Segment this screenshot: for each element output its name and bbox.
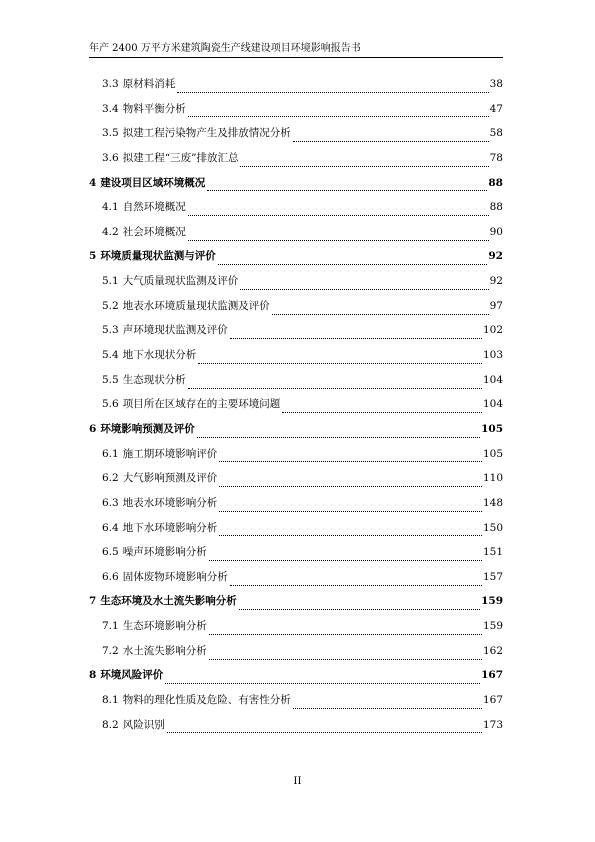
- toc-entry-title: 施工期环境影响评价: [122, 447, 218, 460]
- toc-entry-title: 物料平衡分析: [122, 102, 186, 115]
- dot-leader: [209, 659, 482, 660]
- toc-entry-number: 8: [89, 669, 97, 682]
- toc-entry-number: 6.5: [102, 546, 119, 559]
- toc-section-entry[interactable]: [89, 199, 503, 224]
- toc-entry-number: 5.2: [102, 299, 119, 312]
- toc-entry-page: 88: [489, 201, 503, 214]
- toc-section-entry[interactable]: [89, 224, 503, 249]
- toc-section-entry[interactable]: [89, 101, 503, 126]
- running-header: 年产 2400 万平方米建筑陶瓷生产线建设项目环境影响报告书: [89, 43, 361, 54]
- toc-section-entry[interactable]: [89, 347, 503, 372]
- dot-leader: [219, 486, 482, 487]
- dot-leader: [177, 92, 488, 93]
- toc-section-entry[interactable]: [89, 692, 503, 717]
- toc-chapter-entry[interactable]: [89, 421, 503, 446]
- toc-entry-page: 102: [482, 324, 503, 337]
- toc-section-entry[interactable]: [89, 495, 503, 520]
- toc-section-entry[interactable]: [89, 569, 503, 594]
- toc-entry-page: 150: [482, 521, 503, 534]
- dot-leader: [219, 535, 482, 536]
- toc-section-entry[interactable]: [89, 520, 503, 545]
- dot-leader: [293, 141, 489, 142]
- dot-leader: [188, 240, 489, 241]
- toc-entry-title: 生态环境影响分析: [122, 620, 207, 633]
- toc-section-entry[interactable]: [89, 298, 503, 323]
- toc-entry-title: 建设项目区域环境概况: [100, 176, 206, 189]
- toc-section-entry[interactable]: [89, 372, 503, 397]
- toc-entry-title: 风险识别: [122, 718, 165, 731]
- toc-entry-page: 47: [489, 102, 503, 115]
- toc-section-entry[interactable]: [89, 544, 503, 569]
- toc-entry-page: 159: [481, 595, 503, 608]
- dot-leader: [188, 388, 482, 389]
- toc-entry-title: 地下水现状分析: [122, 349, 197, 362]
- toc-entry-page: 151: [482, 546, 503, 559]
- toc-section-entry[interactable]: [89, 396, 503, 421]
- toc-section-entry[interactable]: [89, 446, 503, 471]
- toc-entry-page: 58: [489, 127, 503, 140]
- toc-entry-page: 92: [488, 250, 503, 263]
- toc-entry-number: 6: [89, 422, 97, 435]
- toc-entry-page: 88: [488, 176, 503, 189]
- toc-entry-number: 6.3: [102, 496, 119, 509]
- toc-entry-page: 104: [482, 398, 503, 411]
- toc-entry-title: 拟建工程污染物产生及排放情况分析: [122, 127, 291, 140]
- dot-leader: [230, 338, 482, 339]
- toc-entry-number: 6.2: [102, 472, 119, 485]
- toc-entry-page: 157: [482, 570, 503, 583]
- dot-leader: [230, 585, 482, 586]
- toc-entry-page: 110: [482, 472, 503, 485]
- toc-entry-number: 3.6: [102, 151, 119, 164]
- toc-entry-title: 大气影响预测及评价: [122, 472, 218, 485]
- toc-entry-number: 6.6: [102, 570, 119, 583]
- toc-entry-number: 5.4: [102, 349, 119, 362]
- toc-entry-number: 8.2: [102, 718, 119, 731]
- toc-entry-title: 固体废物环境影响分析: [122, 570, 228, 583]
- toc-entry-number: 4.2: [102, 225, 119, 238]
- table-of-contents: [89, 76, 503, 741]
- dot-leader: [239, 609, 480, 610]
- toc-section-entry[interactable]: [89, 618, 503, 643]
- header-rule: [89, 57, 503, 58]
- toc-entry-number: 7: [89, 595, 97, 608]
- toc-entry-page: 78: [489, 151, 503, 164]
- dot-leader: [272, 314, 489, 315]
- toc-entry-title: 地下水环境影响分析: [122, 521, 218, 534]
- toc-chapter-entry[interactable]: [89, 593, 503, 618]
- dot-leader: [165, 683, 480, 684]
- toc-entry-title: 拟建工程“三废”排放汇总: [122, 151, 239, 164]
- toc-entry-number: 6.1: [102, 447, 119, 460]
- toc-entry-page: 159: [482, 620, 503, 633]
- dot-leader: [188, 116, 489, 117]
- toc-entry-number: 3.3: [102, 78, 119, 90]
- toc-entry-page: 103: [482, 349, 503, 362]
- dot-leader: [240, 289, 488, 290]
- toc-section-entry[interactable]: [89, 470, 503, 495]
- toc-entry-number: 4: [89, 176, 97, 189]
- toc-entry-page: 92: [489, 275, 503, 288]
- toc-entry-number: 3.5: [102, 127, 119, 140]
- toc-chapter-entry[interactable]: [89, 248, 503, 273]
- toc-entry-title: 环境影响预测及评价: [100, 422, 195, 435]
- toc-entry-number: 7.1: [102, 620, 119, 633]
- toc-entry-page: 167: [482, 694, 503, 707]
- toc-entry-page: 97: [489, 299, 503, 312]
- toc-section-entry[interactable]: [89, 150, 503, 175]
- toc-entry-title: 生态环境及水土流失影响分析: [100, 595, 237, 608]
- toc-entry-page: 105: [481, 422, 503, 435]
- toc-entry-number: 6.4: [102, 521, 119, 534]
- toc-entry-page: 148: [482, 496, 503, 509]
- toc-entry-title: 噪声环境影响分析: [122, 546, 207, 559]
- dot-leader: [167, 732, 482, 733]
- toc-entry-number: 5.6: [102, 398, 119, 411]
- dot-leader: [209, 634, 482, 635]
- toc-entry-page: 90: [489, 225, 503, 238]
- dot-leader: [188, 215, 489, 216]
- dot-leader: [282, 412, 482, 413]
- toc-entry-title: 大气质量现状监测及评价: [122, 275, 239, 288]
- toc-entry-title: 环境质量现状监测与评价: [100, 250, 216, 263]
- dot-leader: [219, 511, 482, 512]
- toc-entry-number: 3.4: [102, 102, 119, 115]
- toc-entry-title: 地表水环境影响分析: [122, 496, 218, 509]
- dot-leader: [209, 560, 482, 561]
- toc-entry-title: 生态现状分析: [122, 373, 186, 386]
- page-number: II: [293, 776, 302, 787]
- dot-leader: [207, 190, 487, 191]
- toc-entry-title: 水土流失影响分析: [122, 644, 207, 657]
- toc-section-entry[interactable]: [89, 643, 503, 668]
- toc-entry-number: 5.5: [102, 373, 119, 386]
- toc-entry-title: 社会环境概况: [122, 225, 186, 238]
- toc-entry-number: 5.3: [102, 324, 119, 337]
- toc-chapter-entry[interactable]: [89, 667, 503, 692]
- toc-chapter-entry[interactable]: [89, 175, 503, 200]
- toc-entry-page: 173: [482, 718, 503, 731]
- toc-entry-number: 5.1: [102, 275, 119, 288]
- toc-entry-page: 167: [481, 669, 503, 682]
- toc-entry-page: 162: [482, 644, 503, 657]
- dot-leader: [219, 461, 482, 462]
- toc-entry-page: 38: [489, 78, 503, 90]
- dot-leader: [197, 437, 480, 438]
- toc-entry-title: 声环境现状监测及评价: [122, 324, 228, 337]
- toc-entry-number: 7.2: [102, 644, 119, 657]
- dot-leader: [240, 166, 488, 167]
- dot-leader: [293, 708, 482, 709]
- toc-section-entry[interactable]: [89, 76, 503, 101]
- toc-entry-number: 4.1: [102, 201, 119, 214]
- toc-entry-title: 物料的理化性质及危险、有害性分析: [122, 694, 291, 707]
- dot-leader: [218, 264, 488, 265]
- toc-entry-title: 自然环境概况: [122, 201, 186, 214]
- dot-leader: [198, 363, 482, 364]
- toc-section-entry[interactable]: [89, 273, 503, 298]
- toc-entry-page: 105: [482, 447, 503, 460]
- toc-section-entry[interactable]: [89, 717, 503, 742]
- toc-entry-title: 环境风险评价: [100, 669, 164, 682]
- toc-entry-title: 原材料消耗: [122, 78, 176, 90]
- toc-section-entry[interactable]: [89, 125, 503, 150]
- toc-section-entry[interactable]: [89, 322, 503, 347]
- toc-entry-number: 8.1: [102, 694, 119, 707]
- toc-entry-title: 项目所在区域存在的主要环境问题: [122, 398, 281, 411]
- toc-entry-number: 5: [89, 250, 97, 263]
- toc-entry-title: 地表水环境质量现状监测及评价: [122, 299, 270, 312]
- toc-entry-page: 104: [482, 373, 503, 386]
